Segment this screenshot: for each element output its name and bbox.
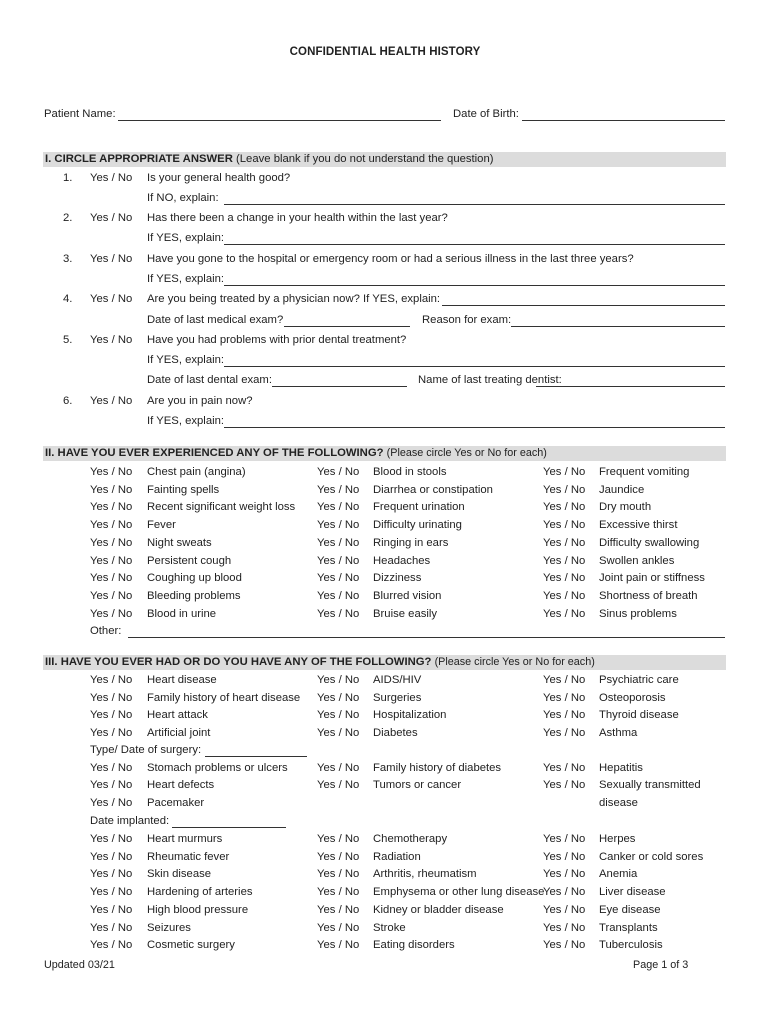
yes-no-option[interactable]: Yes / No bbox=[543, 709, 586, 721]
condition-label: Surgeries bbox=[373, 691, 422, 704]
section-1-note: (Leave blank if you do not understand the question) bbox=[236, 153, 494, 165]
yes-no-option[interactable]: Yes / No bbox=[317, 519, 360, 532]
condition-label: Kidney or bladder disease bbox=[373, 903, 504, 916]
condition-label: Eating disorders bbox=[373, 939, 455, 952]
section-2-header bbox=[43, 446, 726, 461]
yes-no-option[interactable]: Yes / No bbox=[90, 850, 133, 863]
condition-label: Skin disease bbox=[147, 868, 212, 881]
condition-label: Bruise easily bbox=[373, 607, 438, 620]
section-2-heading: II. HAVE YOU EVER EXPERIENCED ANY OF THE FOLLOWING? bbox=[45, 447, 384, 459]
explain-field[interactable] bbox=[224, 366, 725, 367]
condition-label: Herpes bbox=[599, 833, 636, 845]
yes-no-option[interactable]: Yes / No bbox=[317, 572, 360, 585]
yes-no-option[interactable]: Yes / No bbox=[317, 554, 360, 567]
yes-no-option[interactable]: Yes / No bbox=[543, 903, 586, 916]
question-number: 6. bbox=[63, 395, 73, 407]
page-title: CONFIDENTIAL HEALTH HISTORY bbox=[289, 46, 481, 58]
yes-no-option[interactable]: Yes / No bbox=[543, 762, 586, 774]
condition-label: AIDS/HIV bbox=[373, 674, 422, 686]
condition-label: Asthma bbox=[599, 726, 638, 739]
condition-label: Chemotherapy bbox=[373, 833, 448, 845]
dob-field[interactable] bbox=[522, 120, 725, 121]
question-number: 1. bbox=[63, 172, 73, 184]
question-number: 3. bbox=[63, 253, 73, 265]
yes-no-option[interactable]: Yes / No bbox=[543, 939, 586, 952]
condition-label: Excessive thirst bbox=[599, 519, 678, 532]
section-2-note: (Please circle Yes or No for each) bbox=[386, 447, 547, 459]
followup-label: If YES, explain: bbox=[147, 273, 225, 285]
condition-label: Persistent cough bbox=[147, 554, 232, 567]
yes-no-option[interactable]: Yes / No bbox=[90, 833, 133, 845]
yes-no-option[interactable]: Yes / No bbox=[317, 674, 360, 686]
dob-label: Date of Birth: bbox=[453, 108, 519, 120]
condition-label: Pacemaker bbox=[147, 797, 205, 809]
yes-no-option[interactable]: Yes / No bbox=[90, 589, 133, 602]
yes-no-option[interactable]: Yes / No bbox=[543, 691, 586, 704]
condition-label: Diarrhea or constipation bbox=[373, 483, 493, 496]
yes-no-option[interactable]: Yes / No bbox=[90, 939, 133, 952]
condition-label: Recent significant weight loss bbox=[147, 501, 296, 514]
surgery-field[interactable] bbox=[205, 756, 307, 757]
yes-no-option[interactable]: Yes / No bbox=[543, 501, 586, 514]
condition-label: Anemia bbox=[599, 868, 638, 881]
yes-no-option[interactable]: Yes / No bbox=[543, 868, 586, 881]
yes-no-option[interactable]: Yes / No bbox=[317, 483, 360, 496]
condition-label: Hospitalization bbox=[373, 709, 447, 721]
condition-label: Eye disease bbox=[599, 903, 661, 916]
condition-label: Sinus problems bbox=[599, 607, 677, 620]
yes-no-option[interactable]: Yes / No bbox=[90, 212, 133, 224]
yes-no-option[interactable]: Yes / No bbox=[90, 554, 133, 567]
yes-no-option[interactable]: Yes / No bbox=[543, 779, 586, 791]
yes-no-option[interactable]: Yes / No bbox=[90, 607, 133, 620]
updated-date: Updated 03/21 bbox=[44, 959, 115, 971]
yes-no-option[interactable]: Yes / No bbox=[90, 691, 133, 704]
yes-no-option[interactable]: Yes / No bbox=[317, 607, 360, 620]
section-3-note: (Please circle Yes or No for each) bbox=[434, 656, 595, 668]
condition-label: Coughing up blood bbox=[147, 572, 242, 585]
condition-label: Ringing in ears bbox=[373, 536, 449, 549]
condition-label: Radiation bbox=[373, 850, 421, 863]
yes-no-option[interactable]: Yes / No bbox=[90, 674, 133, 686]
condition-label: Night sweats bbox=[147, 536, 212, 549]
yes-no-option[interactable]: Yes / No bbox=[543, 850, 586, 863]
yes-no-option[interactable]: Yes / No bbox=[317, 779, 360, 791]
condition-label: Psychiatric care bbox=[599, 674, 679, 686]
section-1-heading: I. CIRCLE APPROPRIATE ANSWER bbox=[45, 153, 233, 165]
followup-label: Name of last treating dentist: bbox=[418, 374, 562, 386]
surgery-label: Type/ Date of surgery: bbox=[90, 744, 202, 756]
yes-no-option[interactable]: Yes / No bbox=[543, 607, 586, 620]
question-text: Has there been a change in your health within the last year? bbox=[147, 212, 448, 224]
condition-label: Heart murmurs bbox=[147, 833, 223, 845]
condition-label: Thyroid disease bbox=[599, 709, 679, 721]
condition-label: Chest pain (angina) bbox=[147, 466, 246, 478]
condition-label: Heart defects bbox=[147, 779, 215, 791]
condition-label: Canker or cold sores bbox=[599, 850, 704, 863]
condition-label: Sexually transmitted bbox=[599, 779, 701, 791]
yes-no-option[interactable]: Yes / No bbox=[317, 868, 360, 881]
condition-label: Tumors or cancer bbox=[373, 779, 462, 791]
condition-label: Liver disease bbox=[599, 886, 666, 899]
followup-label: If YES, explain: bbox=[147, 232, 225, 244]
implant-label: Date implanted: bbox=[90, 815, 170, 827]
yes-no-option[interactable]: Yes / No bbox=[90, 762, 133, 774]
yes-no-option[interactable]: Yes / No bbox=[543, 466, 586, 478]
explain-field[interactable] bbox=[224, 204, 725, 205]
condition-label: Osteoporosis bbox=[599, 691, 666, 704]
yes-no-option[interactable]: Yes / No bbox=[90, 572, 133, 585]
section-3-header bbox=[43, 655, 726, 670]
yes-no-option[interactable]: Yes / No bbox=[90, 334, 133, 346]
yes-no-option[interactable]: Yes / No bbox=[90, 466, 133, 478]
yes-no-option[interactable]: Yes / No bbox=[90, 293, 133, 305]
condition-label: Blood in stools bbox=[373, 466, 447, 478]
reason-for-exam-field[interactable] bbox=[511, 326, 725, 327]
page-number: Page 1 of 3 bbox=[633, 959, 689, 971]
yes-no-option[interactable]: Yes / No bbox=[317, 536, 360, 549]
condition-label: Rheumatic fever bbox=[147, 850, 230, 863]
followup-label: Date of last dental exam: bbox=[147, 374, 272, 386]
yes-no-option[interactable]: Yes / No bbox=[543, 921, 586, 934]
question-text: Are you being treated by a physician now? If YES, explain: bbox=[147, 293, 441, 305]
yes-no-option[interactable]: Yes / No bbox=[317, 501, 360, 514]
condition-label: Stomach problems or ulcers bbox=[147, 762, 288, 774]
yes-no-option[interactable]: Yes / No bbox=[90, 172, 133, 184]
followup-label: Reason for exam: bbox=[422, 314, 512, 326]
yes-no-option[interactable]: Yes / No bbox=[317, 886, 360, 899]
yes-no-option[interactable]: Yes / No bbox=[317, 709, 360, 721]
condition-label: Difficulty swallowing bbox=[599, 536, 700, 549]
condition-label: Jaundice bbox=[599, 483, 645, 496]
condition-label: Dizziness bbox=[373, 572, 422, 585]
yes-no-option[interactable]: Yes / No bbox=[543, 536, 586, 549]
followup-label: If YES, explain: bbox=[147, 354, 225, 366]
last-dental-exam-field[interactable] bbox=[272, 386, 407, 387]
other-field[interactable] bbox=[128, 637, 725, 638]
condition-label: Shortness of breath bbox=[599, 589, 698, 602]
condition-label: Heart disease bbox=[147, 674, 217, 686]
yes-no-option[interactable]: Yes / No bbox=[317, 939, 360, 952]
condition-label: Hepatitis bbox=[599, 762, 643, 774]
yes-no-option[interactable]: Yes / No bbox=[90, 253, 133, 265]
condition-label: Transplants bbox=[599, 921, 658, 934]
yes-no-option[interactable]: Yes / No bbox=[543, 554, 586, 567]
yes-no-option[interactable]: Yes / No bbox=[317, 726, 360, 739]
explain-field[interactable] bbox=[224, 285, 725, 286]
last-medical-exam-field[interactable] bbox=[284, 326, 410, 327]
followup-label: If NO, explain: bbox=[147, 192, 219, 204]
yes-no-option[interactable]: Yes / No bbox=[317, 691, 360, 704]
condition-label: Bleeding problems bbox=[147, 589, 241, 602]
yes-no-option[interactable]: Yes / No bbox=[90, 501, 133, 514]
yes-no-option[interactable]: Yes / No bbox=[543, 483, 586, 496]
other-label: Other: bbox=[90, 625, 122, 637]
question-text: Have you gone to the hospital or emergency room or had a serious illness in the last three years? bbox=[147, 253, 634, 265]
yes-no-option[interactable]: Yes / No bbox=[317, 903, 360, 916]
implant-field[interactable] bbox=[172, 827, 286, 828]
condition-label: Fainting spells bbox=[147, 483, 220, 496]
explain-field[interactable] bbox=[442, 305, 725, 306]
followup-label: Date of last medical exam? bbox=[147, 314, 284, 326]
dentist-name-field[interactable] bbox=[536, 386, 725, 387]
condition-label: Joint pain or stiffness bbox=[599, 572, 705, 585]
condition-label: disease bbox=[599, 797, 638, 809]
question-text: Are you in pain now? bbox=[147, 395, 253, 407]
condition-label: Frequent vomiting bbox=[599, 466, 690, 478]
patient-name-field[interactable] bbox=[118, 120, 441, 121]
condition-label: Frequent urination bbox=[373, 501, 465, 514]
question-number: 2. bbox=[63, 212, 73, 224]
section-3-heading: III. HAVE YOU EVER HAD OR DO YOU HAVE ANY OF THE FOLLOWING? bbox=[45, 656, 432, 668]
yes-no-option[interactable]: Yes / No bbox=[317, 921, 360, 934]
yes-no-option[interactable]: Yes / No bbox=[543, 726, 586, 739]
condition-label: Diabetes bbox=[373, 726, 418, 739]
yes-no-option[interactable]: Yes / No bbox=[317, 762, 360, 774]
yes-no-option[interactable]: Yes / No bbox=[90, 797, 133, 809]
condition-label: Emphysema or other lung disease bbox=[373, 886, 545, 899]
yes-no-option[interactable]: Yes / No bbox=[90, 903, 133, 916]
yes-no-option[interactable]: Yes / No bbox=[90, 921, 133, 934]
yes-no-option[interactable]: Yes / No bbox=[543, 519, 586, 532]
yes-no-option[interactable]: Yes / No bbox=[543, 833, 586, 845]
yes-no-option[interactable]: Yes / No bbox=[543, 572, 586, 585]
condition-label: Arthritis, rheumatism bbox=[373, 868, 477, 881]
condition-label: Stroke bbox=[373, 921, 406, 934]
condition-label: Difficulty urinating bbox=[373, 519, 462, 532]
yes-no-option[interactable]: Yes / No bbox=[317, 833, 360, 845]
condition-label: Family history of heart disease bbox=[147, 691, 301, 704]
explain-field[interactable] bbox=[224, 244, 725, 245]
section-1-header bbox=[43, 152, 726, 167]
condition-label: Fever bbox=[147, 519, 176, 532]
condition-label: Dry mouth bbox=[599, 501, 652, 514]
condition-label: Tuberculosis bbox=[599, 939, 663, 952]
yes-no-option[interactable]: Yes / No bbox=[543, 674, 586, 686]
yes-no-option[interactable]: Yes / No bbox=[90, 395, 133, 407]
condition-label: Swollen ankles bbox=[599, 554, 675, 567]
question-text: Have you had problems with prior dental treatment? bbox=[147, 334, 407, 346]
yes-no-option[interactable]: Yes / No bbox=[90, 868, 133, 881]
condition-label: High blood pressure bbox=[147, 903, 249, 916]
condition-label: Seizures bbox=[147, 921, 191, 934]
question-number: 4. bbox=[63, 293, 73, 305]
yes-no-option[interactable]: Yes / No bbox=[543, 886, 586, 899]
yes-no-option[interactable]: Yes / No bbox=[90, 709, 133, 721]
yes-no-option[interactable]: Yes / No bbox=[543, 589, 586, 602]
yes-no-option[interactable]: Yes / No bbox=[317, 850, 360, 863]
condition-label: Heart attack bbox=[147, 709, 208, 721]
condition-label: Hardening of arteries bbox=[147, 886, 253, 899]
condition-label: Family history of diabetes bbox=[373, 762, 502, 774]
question-number: 5. bbox=[63, 334, 73, 346]
patient-name-label: Patient Name: bbox=[44, 108, 116, 120]
yes-no-option[interactable]: Yes / No bbox=[90, 519, 133, 532]
yes-no-option[interactable]: Yes / No bbox=[317, 589, 360, 602]
yes-no-option[interactable]: Yes / No bbox=[317, 466, 360, 478]
condition-label: Cosmetic surgery bbox=[147, 939, 235, 952]
yes-no-option[interactable]: Yes / No bbox=[90, 886, 133, 899]
condition-label: Artificial joint bbox=[147, 726, 211, 739]
condition-label: Blurred vision bbox=[373, 589, 442, 602]
followup-label: If YES, explain: bbox=[147, 415, 225, 427]
condition-label: Headaches bbox=[373, 554, 431, 567]
yes-no-option[interactable]: Yes / No bbox=[90, 779, 133, 791]
yes-no-option[interactable]: Yes / No bbox=[90, 483, 133, 496]
explain-field[interactable] bbox=[224, 427, 725, 428]
question-text: Is your general health good? bbox=[147, 172, 291, 184]
yes-no-option[interactable]: Yes / No bbox=[90, 726, 133, 739]
yes-no-option[interactable]: Yes / No bbox=[90, 536, 133, 549]
condition-label: Blood in urine bbox=[147, 607, 217, 620]
